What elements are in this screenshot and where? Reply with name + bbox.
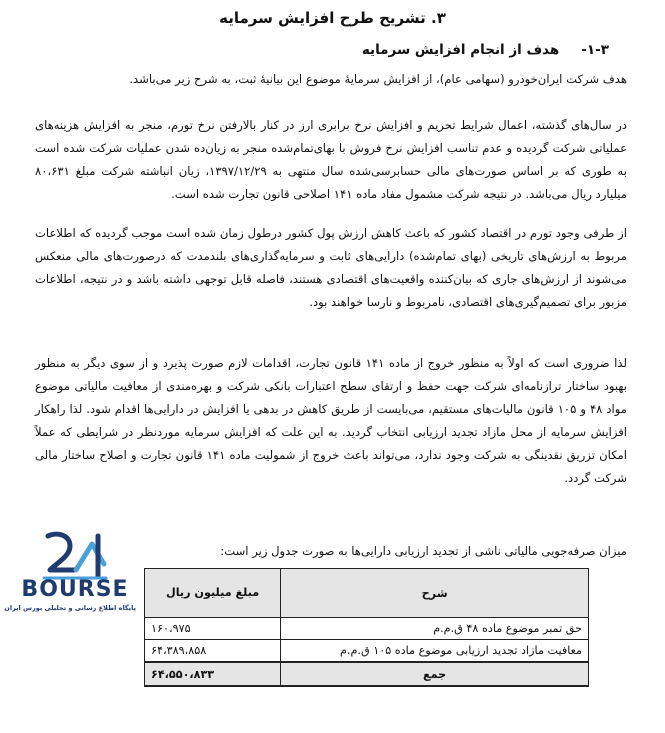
paragraph-solution: لذا ضروری است که اولاً به منظور خروج از ماده ۱۴۱ قانون تجارت، اقدامات لازم صورت پذیرد و از سوی دیگر به منظور بهبود ساختار ترازنامه‌ای شرکت جهت حفظ و ارتقای سطح اعتبارات بانکی شرکت و بهره‌مندی از معافیت مالیاتی موضوع مواد ۴۸ و ۱۰۵ قانون مالیات‌های مستقیم، می‌بایست از طریق کاهش در بدهی یا افزایش در دارایی‌ها اقدام شود. لذا راهکار افزایش سرمایه از محل مازاد تجدید ارزیابی انتخاب گردید. به این علت که افزایش سرمایه موردنظر در شرایطی که عملاً امکان تزریق نقدینگی به شرکت وجود ندارد، می‌تواند باعث خروج از شمولیت ماده ۱۴۱ قانون تجارت و اصلاح ساختار مالی شرکت گردد. [35, 356, 627, 485]
table-intro: میزان صرفه‌جویی مالیاتی ناشی از تجدید ارزیابی دارایی‌ها به صورت جدول زیر است: [220, 544, 627, 558]
subsection-number: ۱-۳- [581, 42, 609, 58]
header-description: شرح [281, 569, 589, 618]
header-amount: مبلغ میلیون ریال [145, 569, 281, 618]
total-amount: ۶۴،۵۵۰،۸۳۳ [145, 662, 281, 686]
subsection-heading [362, 40, 609, 60]
table-row [145, 618, 589, 640]
paragraph-losses: در سال‌های گذشته، اعمال شرایط تحریم و افزایش نرخ برابری ارز در کنار بالارفتن نرخ تورم، منجر به افزایش هزینه‌های عملیاتی شرکت گردیده و عدم تناسب افزایش نرخ فروش با بهای‌تمام‌شده منجر به زیان‌ده شدن عملیات شرکت شده است به طوری که بر اساس صورت‌های مالی حسابرسی‌شده سال منتهی به ۱۳۹۷/۱۲/۲۹، زیان انباشته شرکت مبلغ ۸۰،۶۳۱ میلیارد ریال می‌باشد. در نتیجه شرکت مشمول مفاد ماده ۱۴۱ اصلاحی قانون تجارت شده است. [35, 118, 627, 201]
bourse-logo [4, 530, 136, 620]
subsection-title: هدف از انجام افزایش سرمایه [361, 42, 560, 58]
table-row [145, 640, 589, 663]
row-amount: ۶۴،۳۸۹،۸۵۸ [145, 640, 281, 663]
section-title: ۳. تشریح طرح افزایش سرمایه [219, 9, 446, 27]
row-description: حق تمبر موضوع ماده ۴۸ ق.م.م [281, 618, 589, 640]
row-description: معافیت مازاد تجدید ارزیابی موضوع ماده ۱۰۵ ق.م.م [281, 640, 589, 663]
paragraph-purpose: هدف شرکت ایران‌خودرو (سهامی عام)، از افزایش سرمایهٔ موضوع این بیانیهٔ ثبت، به شرح زیر می‌باشد. [129, 72, 627, 86]
paragraph-inflation: از طرفی وجود تورم در اقتصاد کشور که باعث کاهش ارزش پول کشور درطول زمان شده است موجب گردیده که اطلاعات مربوط به ارزش‌های تاریخی (بهای تمام‌شده) دارایی‌های ثابت و سرمایه‌گذاری‌های بلندمدت که درصورت‌های مالی منعکس می‌شوند از ارزش‌های جاری که بیان‌کننده واقعیت‌های اقتصادی هستند، فاصله قابل توجهی داشته باشد و در نتیجه، اطلاعات مزبور برای تصمیم‌گیری‌های اقتصادی، نامربوط و نارسا خواهند بود. [35, 226, 627, 309]
tax-savings-table [144, 568, 589, 687]
logo-wordmark: BOURSE [21, 577, 129, 602]
table-total-row [145, 662, 589, 686]
row-amount: ۱۶۰،۹۷۵ [145, 618, 281, 640]
logo-caption: پایگاه اطلاع رسانی و تحلیلی بورس ایران [4, 604, 136, 612]
total-label: جمع [281, 662, 589, 686]
table-header-row [145, 569, 589, 618]
